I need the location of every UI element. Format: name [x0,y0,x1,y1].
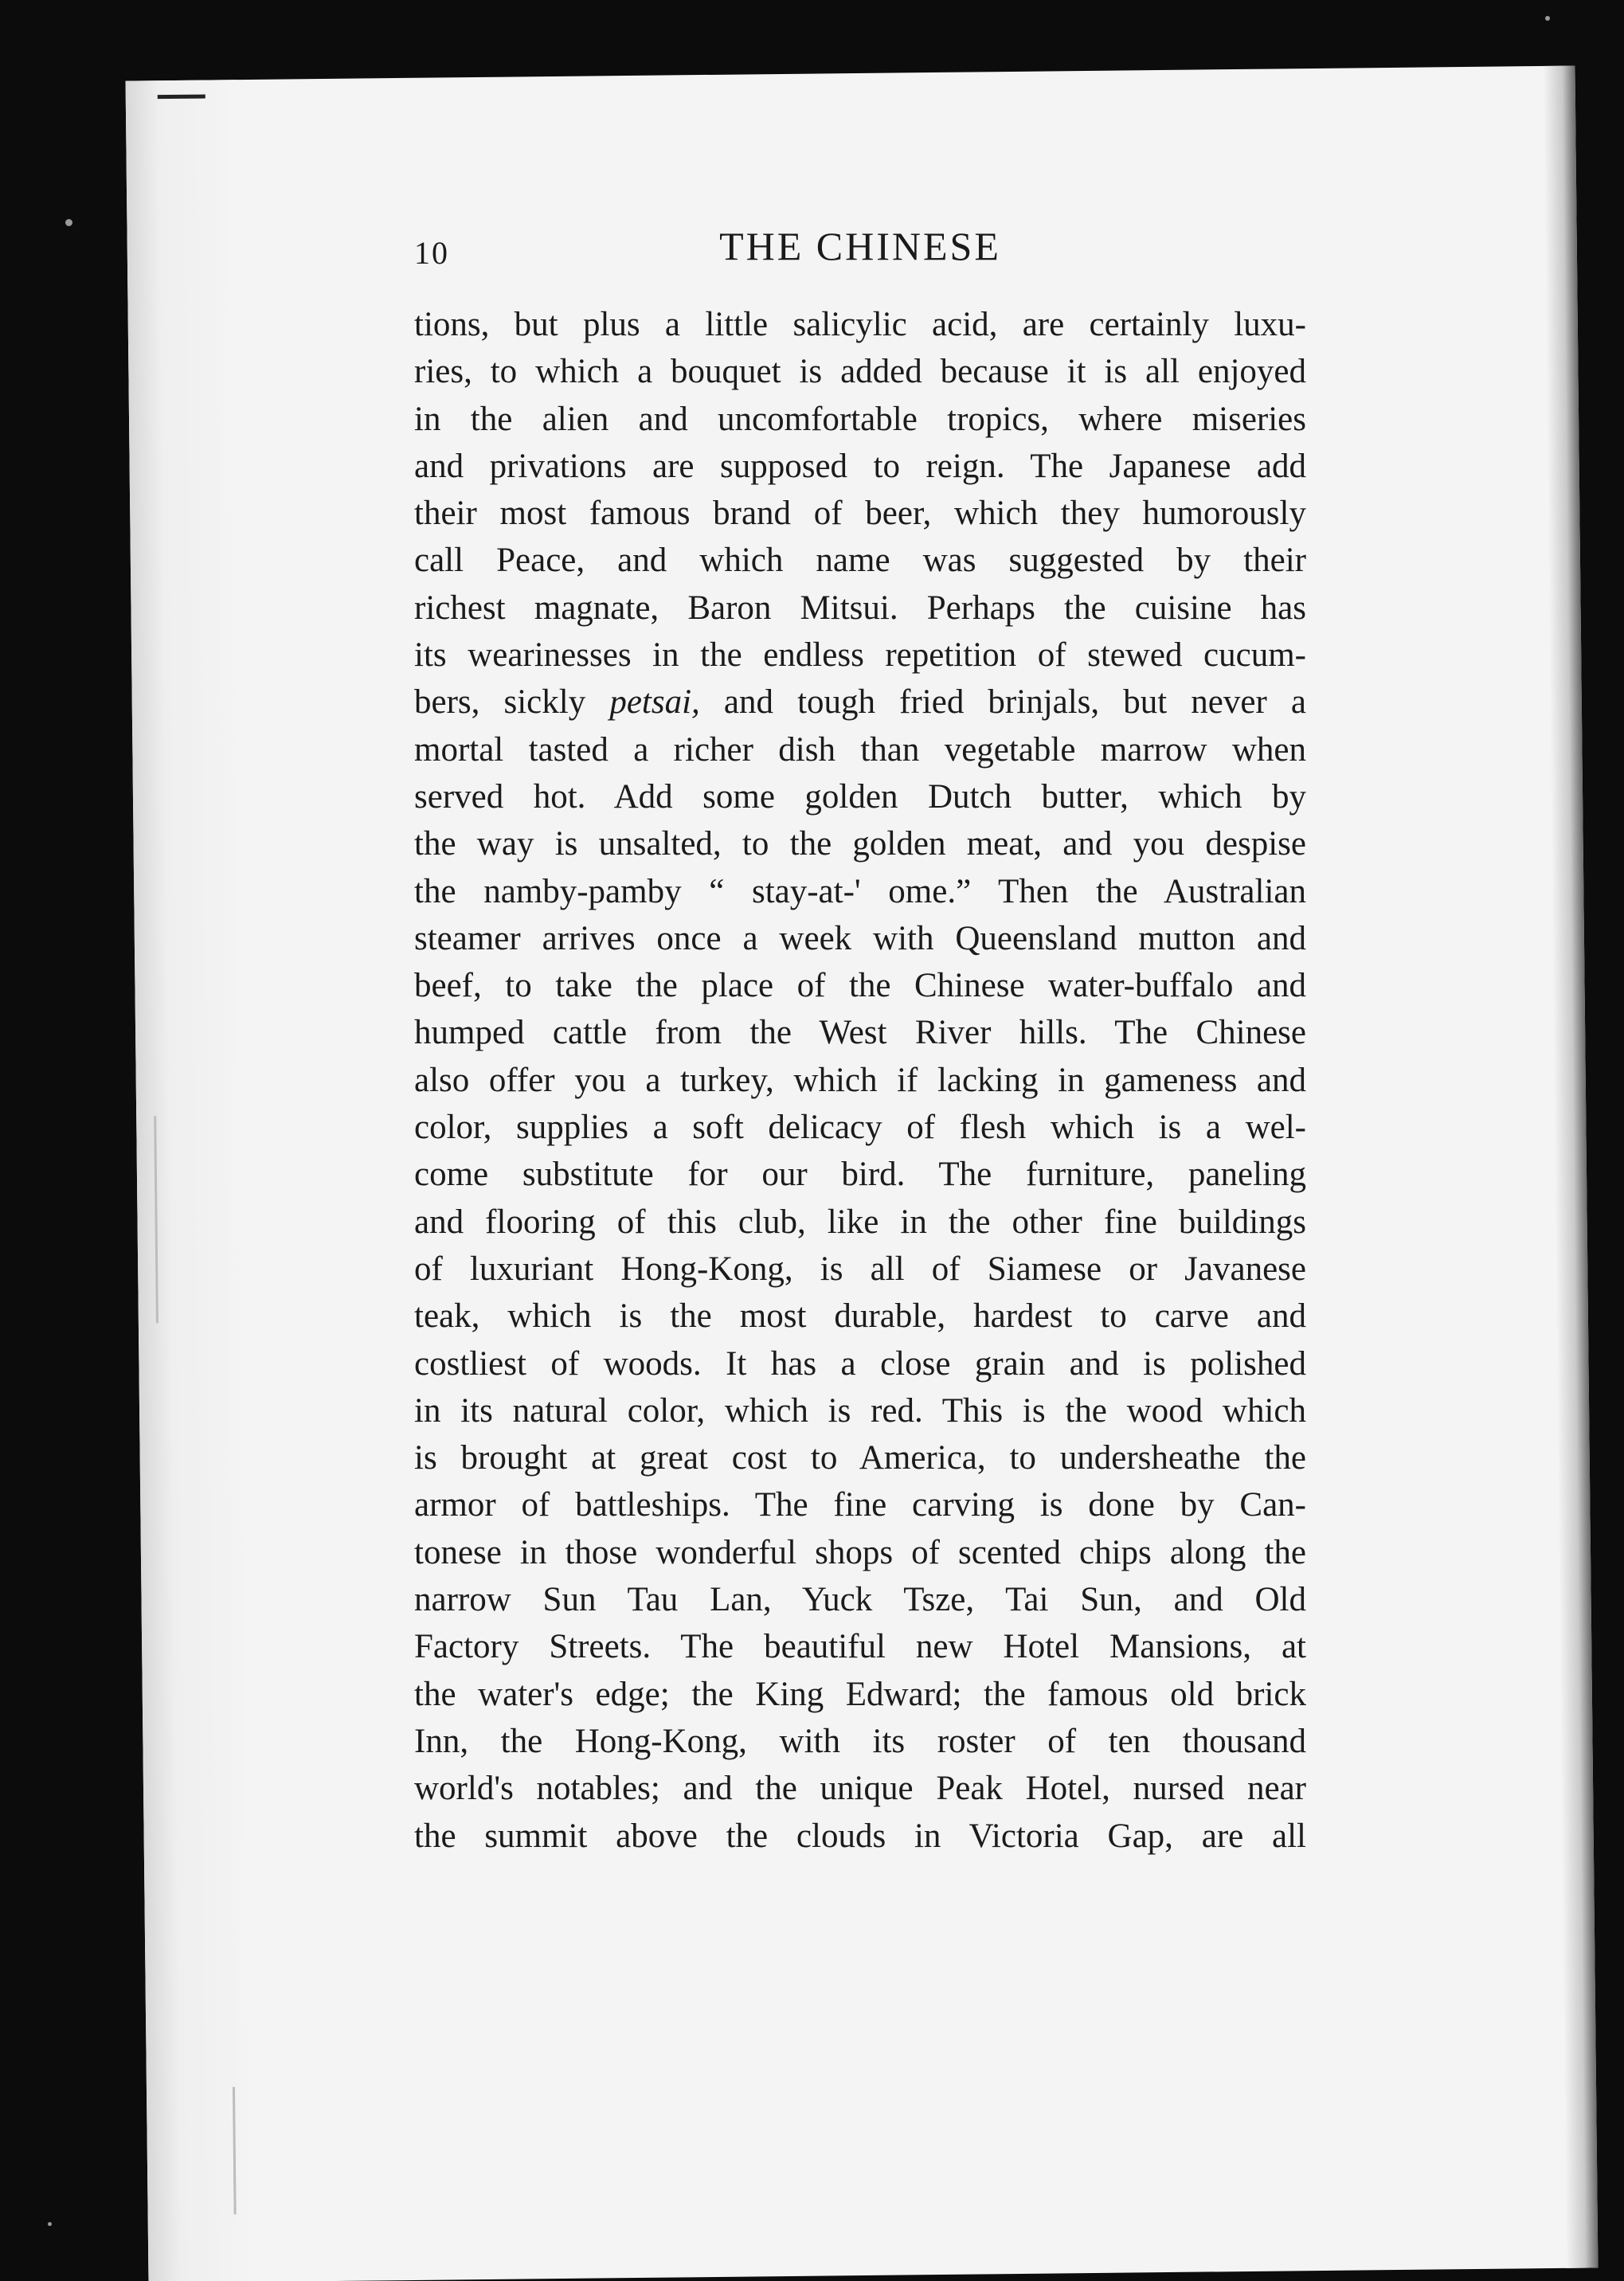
italic-word: petsai, [609,683,700,722]
text-line: the namby-pamby “ stay-at-' ome.” Then the Australian [414,872,1306,910]
dust-speck [48,2222,52,2226]
text-line: is brought at great cost to America, to undersheathe the [414,1439,1306,1477]
text-line: the way is unsalted, to the golden meat, and you despise [414,825,1306,863]
text-line: costliest of woods. It has a close grain and is polished [414,1344,1306,1383]
dust-speck [1545,16,1550,21]
text-line: Inn, the Hong-Kong, with its roster of ten thousand [414,1722,1306,1760]
dust-speck [65,219,72,226]
text-line: world's notables; and the unique Peak Hotel, nursed near [414,1770,1306,1808]
text-line: color, supplies a soft delicacy of flesh which is a wel- [414,1109,1306,1147]
text-line: its wearinesses in the endless repetition of stewed cucum- [414,636,1306,675]
page-gutter-shadow [126,80,260,2281]
text-line: call Peace, and which name was suggested by their [414,542,1306,580]
text-line-end: and tough fried brinjals, but never a [699,683,1306,722]
text-line: the water's edge; the King Edward; the famous old brick [414,1675,1306,1713]
text-line: the summit above the clouds in Victoria Gap, are all [414,1817,1306,1855]
binding-mark [158,95,205,100]
text-line: in the alien and uncomfortable tropics, where miseries [414,400,1306,438]
text-line: beef, to take the place of the Chinese water-buffalo and [414,967,1306,1005]
text-line: their most famous brand of beer, which they humorously [414,495,1306,533]
running-title: THE CHINESE [719,224,1001,268]
text-line [414,679,1306,726]
text-line: tions, but plus a little salicylic acid, are certainly luxu- [414,306,1306,343]
text-line: served hot. Add some golden Dutch butter, which by [414,777,1306,816]
text-line: Factory Streets. The beautiful new Hotel Mansions, at [414,1628,1306,1666]
text-line: narrow Sun Tau Lan, Yuck Tsze, Tai Sun, and Old [414,1581,1306,1619]
text-line: of luxuriant Hong-Kong, is all of Siamese or Javanese [414,1250,1306,1288]
text-line: richest magnate, Baron Mitsui. Perhaps the cuisine has [414,589,1306,627]
page-right-shadow [1543,66,1598,2268]
text-line: teak, which is the most durable, hardest to carve and [414,1297,1306,1336]
text-line: humped cattle from the West River hills. The Chinese [414,1014,1306,1052]
body-text [414,301,1306,1860]
page-number: 10 [414,235,449,271]
text-line: steamer arrives once a week with Queensland mutton and [414,919,1306,957]
text-line: mortal tasted a richer dish than vegetable marrow when [414,730,1306,769]
page-header [414,223,1306,287]
text-line: tonese in those wonderful shops of scented chips along the [414,1533,1306,1571]
text-line-start: bers, sickly [414,683,586,722]
text-line: and flooring of this club, like in the other fine buildings [414,1203,1306,1241]
text-line: armor of battleships. The fine carving is done by Can- [414,1486,1306,1524]
text-line: also offer you a turkey, which if lacking in gameness and [414,1061,1306,1099]
text-line: come substitute for our bird. The furniture, paneling [414,1156,1306,1194]
text-line: in its natural color, which is red. This is the wood which [414,1391,1306,1430]
text-line: ries, to which a bouquet is added because it is all enjoyed [414,353,1306,391]
text-line: and privations are supposed to reign. The Japanese add [414,447,1306,485]
